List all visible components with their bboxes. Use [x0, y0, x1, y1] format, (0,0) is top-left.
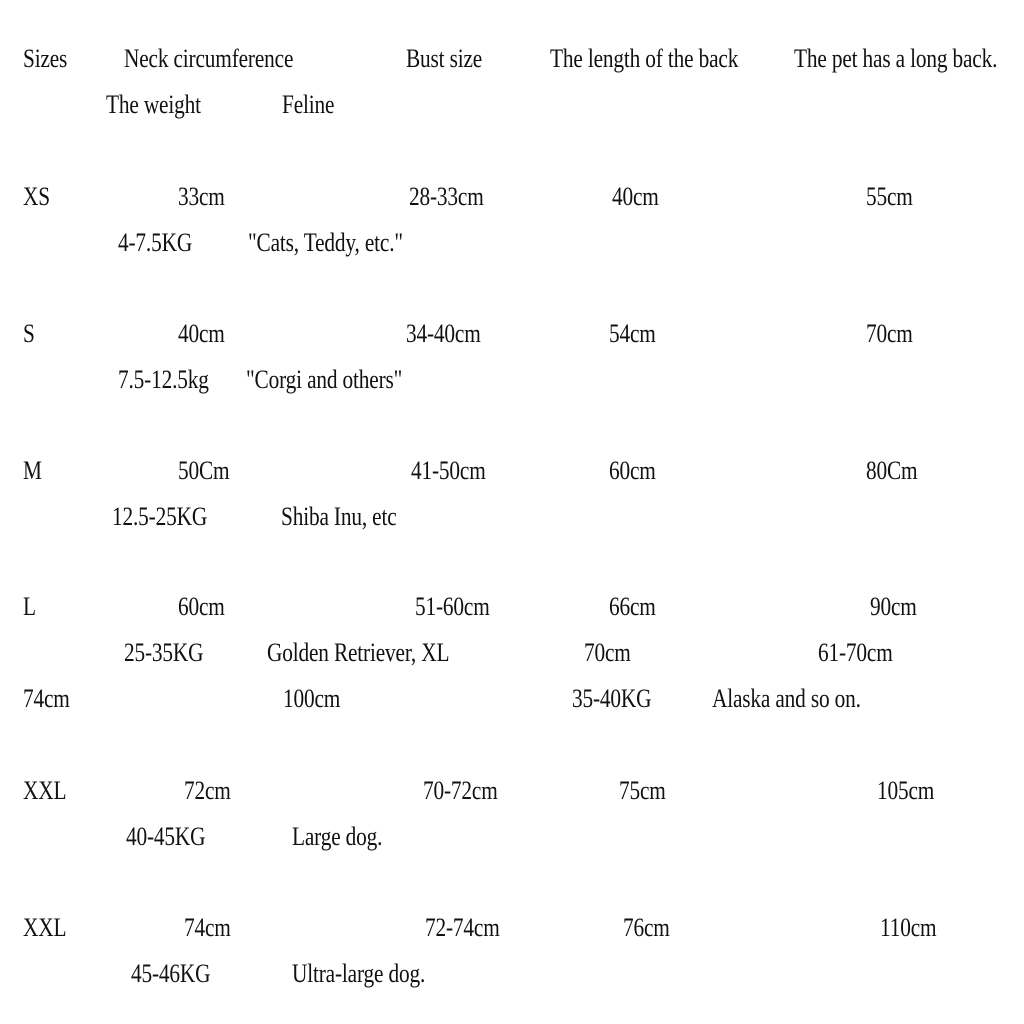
header-long-back: The pet has a long back. — [794, 44, 998, 73]
row-xl-bust: 61-70cm — [818, 638, 893, 667]
row-l-breed: Golden Retriever, XL — [267, 638, 450, 667]
row-m-breed: Shiba Inu, etc — [281, 502, 397, 531]
row-s-neck: 40cm — [178, 319, 225, 348]
row-xxl-b-breed: Ultra-large dog. — [292, 959, 426, 988]
row-xxl-a-long-back: 105cm — [877, 776, 935, 805]
row-xl-long-back: 100cm — [283, 684, 341, 713]
row-l-weight: 25-35KG — [124, 638, 204, 667]
row-xl-weight: 35-40KG — [572, 684, 652, 713]
row-m-weight: 12.5-25KG — [112, 502, 208, 531]
row-m-bust: 41-50cm — [411, 456, 486, 485]
row-l-size: L — [23, 592, 36, 621]
row-xs-size: XS — [23, 182, 50, 211]
header-sizes: Sizes — [23, 44, 68, 73]
row-s-weight: 7.5-12.5kg — [118, 365, 209, 394]
row-s-long-back: 70cm — [866, 319, 913, 348]
row-xl-neck: 74cm — [23, 684, 70, 713]
header-back-length: The length of the back — [550, 44, 739, 73]
header-weight: The weight — [106, 90, 201, 119]
row-xxl-a-bust: 70-72cm — [423, 776, 498, 805]
row-xl-breed: Alaska and so on. — [712, 684, 861, 713]
row-xs-neck: 33cm — [178, 182, 225, 211]
row-s-breed: "Corgi and others" — [246, 365, 403, 394]
row-xxl-a-neck: 72cm — [184, 776, 231, 805]
row-m-neck: 50Cm — [178, 456, 230, 485]
row-xs-back: 40cm — [612, 182, 659, 211]
row-xl-back: 70cm — [584, 638, 631, 667]
row-m-size: M — [23, 456, 42, 485]
row-xxl-b-back: 76cm — [623, 913, 670, 942]
row-l-back: 66cm — [609, 592, 656, 621]
row-xs-weight: 4-7.5KG — [118, 228, 193, 257]
row-xxl-b-size: XXL — [23, 913, 67, 942]
header-bust: Bust size — [406, 44, 483, 73]
row-xs-breed: "Cats, Teddy, etc." — [248, 228, 403, 257]
header-neck: Neck circumference — [124, 44, 294, 73]
row-xxl-a-back: 75cm — [619, 776, 666, 805]
row-xxl-b-weight: 45-46KG — [131, 959, 211, 988]
row-s-bust: 34-40cm — [406, 319, 481, 348]
row-xs-long-back: 55cm — [866, 182, 913, 211]
row-xxl-a-breed: Large dog. — [292, 822, 383, 851]
row-l-long-back: 90cm — [870, 592, 917, 621]
row-xxl-b-long-back: 110cm — [880, 913, 937, 942]
row-s-size: S — [23, 319, 35, 348]
row-xxl-a-size: XXL — [23, 776, 67, 805]
row-m-long-back: 80Cm — [866, 456, 918, 485]
row-l-bust: 51-60cm — [415, 592, 490, 621]
row-xs-bust: 28-33cm — [409, 182, 484, 211]
row-s-back: 54cm — [609, 319, 656, 348]
row-l-neck: 60cm — [178, 592, 225, 621]
row-xxl-a-weight: 40-45KG — [126, 822, 206, 851]
row-xxl-b-bust: 72-74cm — [425, 913, 500, 942]
row-m-back: 60cm — [609, 456, 656, 485]
header-feline: Feline — [282, 90, 335, 119]
row-xxl-b-neck: 74cm — [184, 913, 231, 942]
